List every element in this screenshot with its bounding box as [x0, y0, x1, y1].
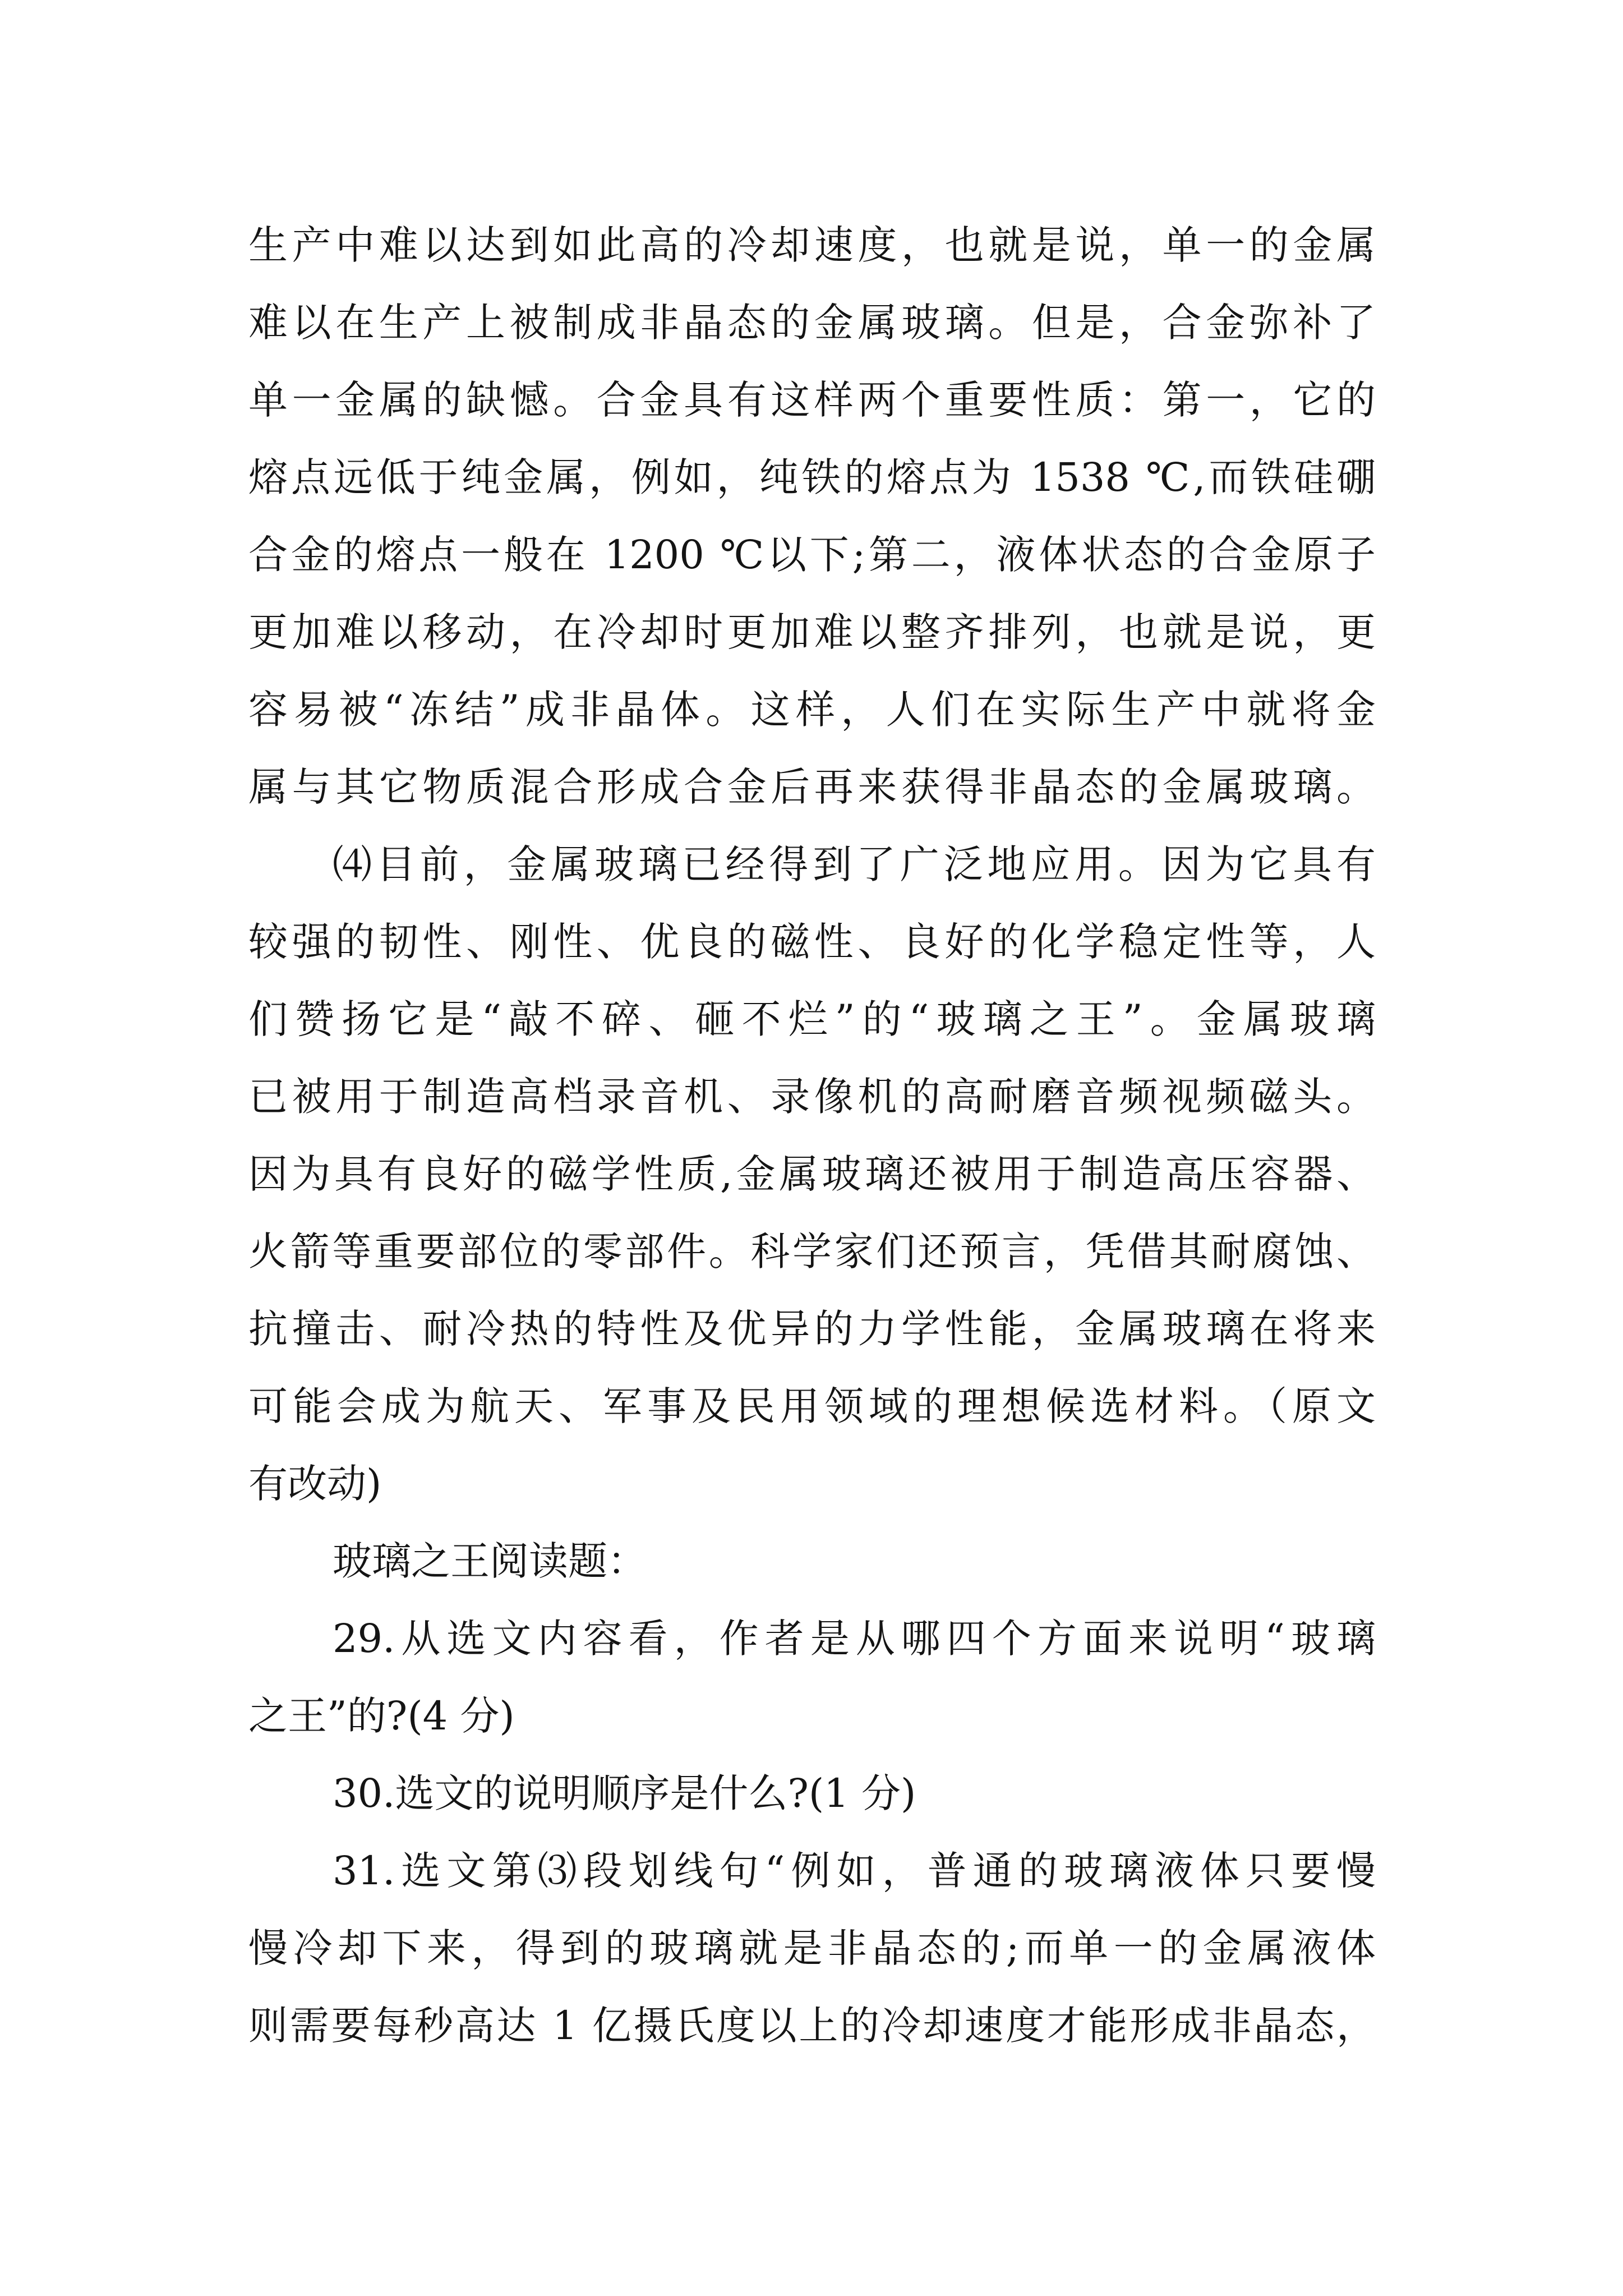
question-31: 31.选文第⑶段划线句“例如，普通的玻璃液体只要慢: [333, 1848, 1376, 1894]
text-line: 熔点远低于纯金属，例如，纯铁的熔点为 1538 ℃,而铁硅硼: [248, 454, 1376, 500]
text-line: 容易被“冻结”成非晶体。这样，人们在实际生产中就将金: [248, 687, 1376, 733]
section-heading: 玻璃之王阅读题：: [333, 1538, 647, 1584]
paragraph-4-start: ⑷目前，金属玻璃已经得到了广泛地应用。因为它具有: [333, 841, 1376, 887]
text-line: 们赞扬它是“敲不碎、砸不烂”的“玻璃之王”。金属玻璃: [248, 996, 1376, 1042]
text-line: 已被用于制造高档录音机、录像机的高耐磨音频视频磁头。: [248, 1074, 1376, 1120]
text-line: 难以在生产上被制成非晶态的金属玻璃。但是，合金弥补了: [248, 300, 1376, 346]
document-body: [248, 206, 1376, 2064]
text-line: 因为具有良好的磁学性质,金属玻璃还被用于制造高压容器、: [248, 1151, 1376, 1197]
text-line: 生产中难以达到如此高的冷却速度，也就是说，单一的金属: [248, 222, 1376, 268]
text-line: 可能会成为航天、军事及民用领域的理想候选材料。（原文: [248, 1383, 1376, 1429]
question-31-cont: 慢冷却下来，得到的玻璃就是非晶态的;而单一的金属液体: [248, 1925, 1376, 1971]
question-30: 30.选文的说明顺序是什么?(1 分): [333, 1770, 916, 1816]
question-29: 29.从选文内容看，作者是从哪四个方面来说明“玻璃: [333, 1616, 1376, 1662]
text-line: 单一金属的缺憾。合金具有这样两个重要性质：第一，它的: [248, 377, 1376, 423]
text-line: 抗撞击、耐冷热的特性及优异的力学性能，金属玻璃在将来: [248, 1306, 1376, 1352]
question-29-cont: 之王”的?(4 分): [248, 1693, 515, 1739]
question-31-cont: 则需要每秒高达 1 亿摄氏度以上的冷却速度才能形成非晶态，: [248, 2003, 1376, 2049]
text-line: 有改动): [248, 1461, 382, 1507]
text-line: 更加难以移动，在冷却时更加难以整齐排列，也就是说，更: [248, 609, 1376, 655]
text-line: 较强的韧性、刚性、优良的磁性、良好的化学稳定性等，人: [248, 919, 1376, 965]
text-line: 属与其它物质混合形成合金后再来获得非晶态的金属玻璃。: [248, 764, 1376, 810]
text-line: 火箭等重要部位的零部件。科学家们还预言，凭借其耐腐蚀、: [248, 1228, 1376, 1274]
text-line: 合金的熔点一般在 1200 ℃以下;第二，液体状态的合金原子: [248, 532, 1376, 578]
